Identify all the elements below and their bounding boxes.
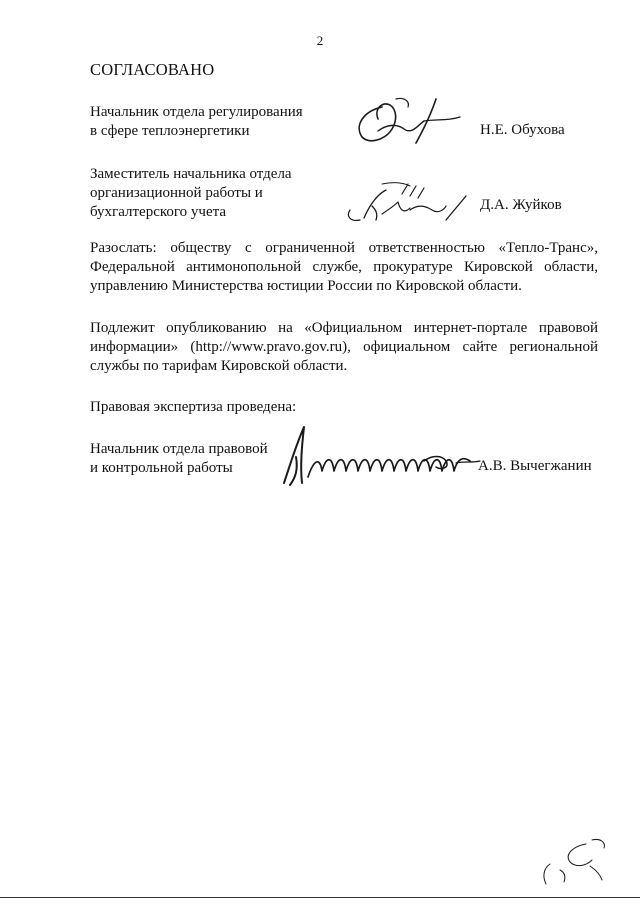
publication-paragraph: Подлежит опубликованию на «Официальном интернет-портале правовой информации» (http://www.pravo.gov.ru), официальном сайте региональной службы по тарифам Кировской области.: [90, 320, 598, 374]
approval-name-2: Д.А. Жуйков: [480, 197, 562, 213]
signature-zhuykov: [342, 180, 477, 226]
position-line: в сфере теплоэнергетики: [90, 123, 250, 139]
legal-review-note: Правовая экспертиза проведена:: [90, 399, 297, 415]
position-line: Начальник отдела правовой: [90, 441, 268, 457]
position-line: и контрольной работы: [90, 460, 233, 476]
position-line: Начальник отдела регулирования: [90, 104, 303, 120]
page-bottom-edge: [0, 897, 640, 898]
signature-vychegzhanin: [274, 425, 484, 487]
distribution-paragraph: Разослать: обществу с ограниченной ответственностью «Тепло-Транс», Федеральной антимонопольной службе, прокуратуре Кировской области, управлению Министерства юстиции России по Кировской области.: [90, 240, 598, 294]
initials-mark: [530, 836, 610, 890]
approval-name-1: Н.Е. Обухова: [480, 122, 565, 138]
position-line: организационной работы и: [90, 185, 263, 201]
signature-obukhova: [352, 95, 464, 147]
position-line: бухгалтерского учета: [90, 204, 227, 220]
approval-position-1: [90, 103, 330, 141]
approval-position-2: [90, 165, 330, 222]
position-line: Заместитель начальника отдела: [90, 166, 292, 182]
page-number: 2: [316, 33, 324, 48]
agreed-heading: СОГЛАСОВАНО: [90, 60, 215, 79]
legal-head-name: А.В. Вычегжанин: [478, 458, 592, 474]
